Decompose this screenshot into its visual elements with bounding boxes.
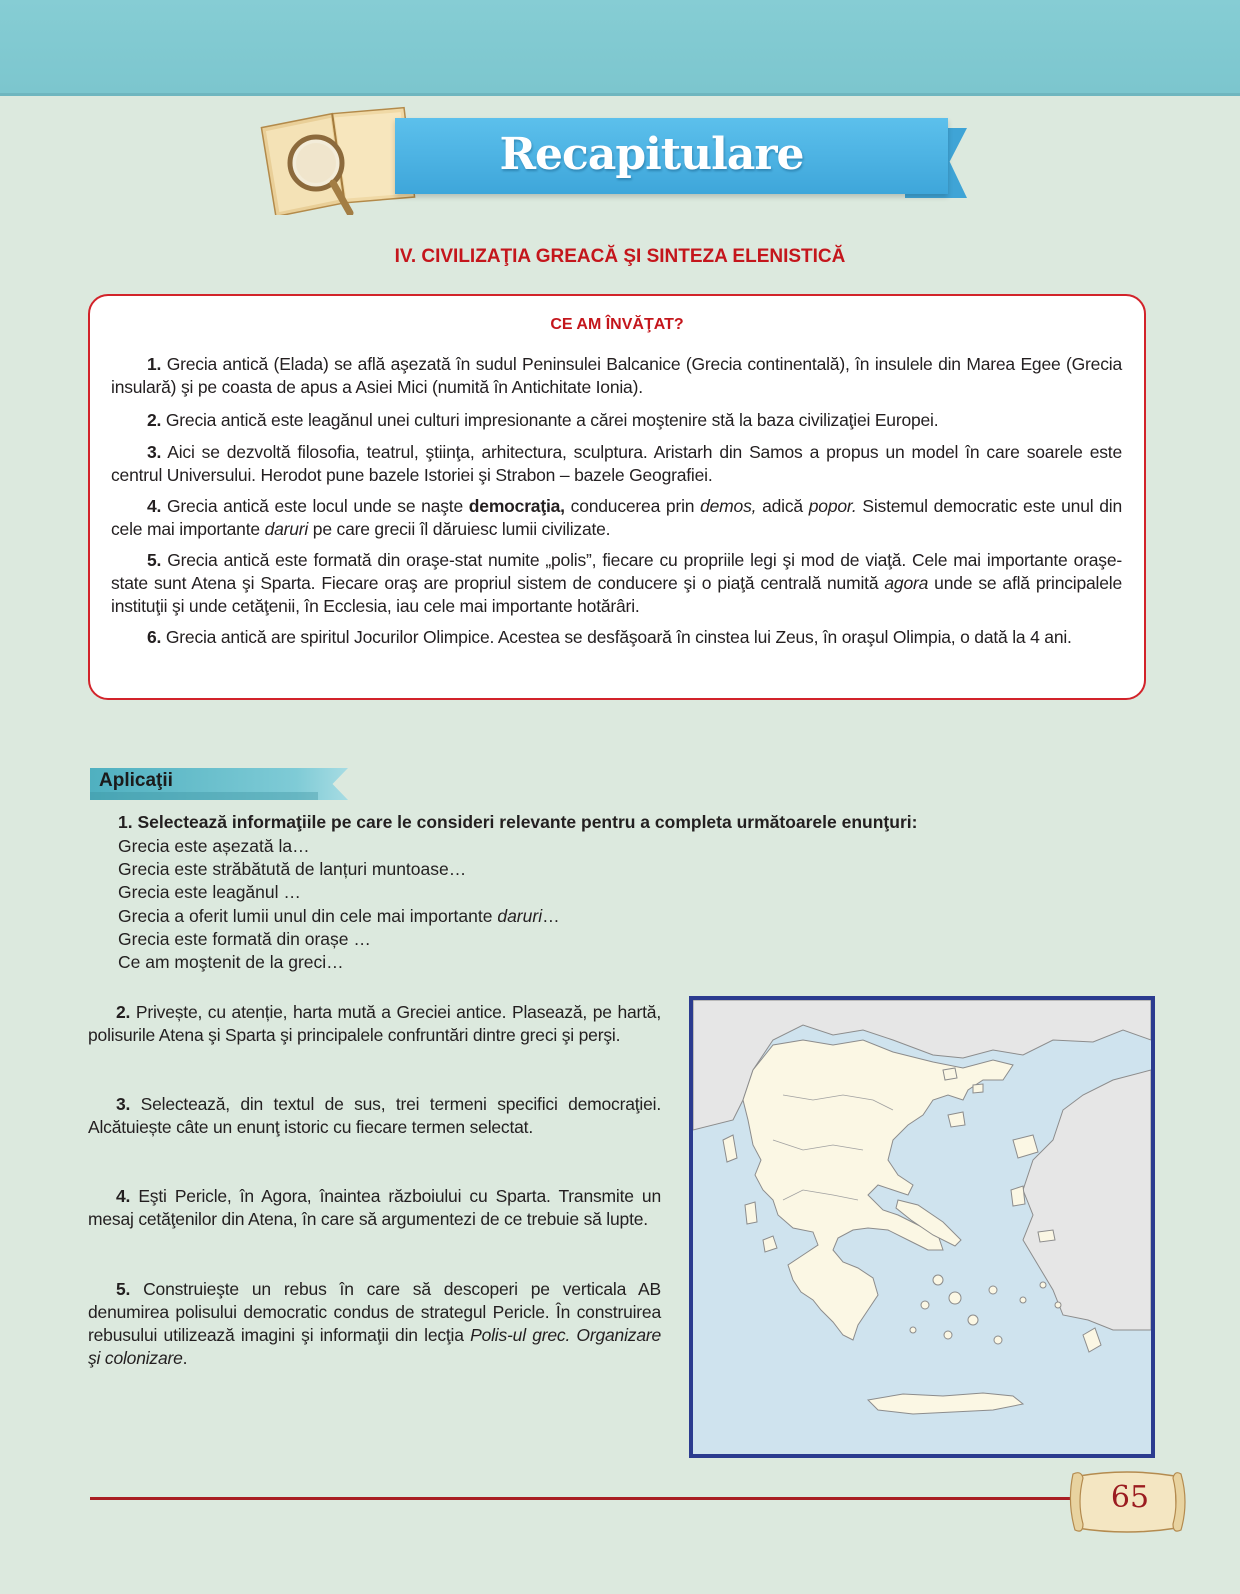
- item-italic-term: demos,: [700, 496, 757, 516]
- line-text: Grecia a oferit lumii unul din cele mai importante: [118, 905, 498, 926]
- item-italic-term: agora: [884, 573, 929, 593]
- footer-line: [90, 1497, 1070, 1500]
- greece-blank-map: [689, 996, 1155, 1458]
- task-3: [88, 1093, 661, 1139]
- item-text: conducerea prin: [564, 496, 701, 516]
- summary-item-2: [111, 409, 1122, 432]
- item-text: pe care grecii îl dăruiesc lumii civilizate.: [308, 519, 611, 539]
- task-text: Selectează, din textul de sus, trei termeni specifici democraţiei. Alcătuiește câte un enunţ istoric cu fiecare termen selectat.: [88, 1094, 661, 1137]
- task-5: [88, 1278, 661, 1370]
- task-number: 5.: [116, 1279, 131, 1299]
- task-italic: Polis-ul grec. Organizare şi colonizare: [88, 1325, 662, 1368]
- task-number: 2.: [116, 1002, 131, 1022]
- applications-label: Aplicaţii: [99, 770, 173, 791]
- task-4: [88, 1185, 661, 1231]
- task-text: .: [182, 1348, 188, 1368]
- top-color-band: [0, 0, 1240, 96]
- task-text: Privește, cu atenție, harta mută a Greciei antice. Plasează, pe hartă, polisurile Atena şi Sparta şi principalele confruntări dintre greci şi perşi.: [88, 1002, 661, 1045]
- line-text: …: [542, 905, 560, 926]
- task-1-line: Grecia este străbătută de lanțuri muntoase…: [118, 859, 467, 880]
- item-number: 4.: [147, 496, 162, 516]
- task-number: 4.: [116, 1186, 131, 1206]
- item-text: Grecia antică este formată din oraşe-stat numite „polis”, fiecare cu propriile legi şi mod de viaţă. Cele mai importante oraşe-state sunt Atena şi Sparta. Fiecare oraş are propriul sistem de conducere şi o piaţă centrală numită: [111, 550, 1122, 593]
- item-bold-term: democraţia,: [468, 496, 565, 516]
- item-text: Grecia antică are spiritul Jocurilor Olimpice. Acestea se desfăşoară în cinstea lui Zeus, în oraşul Olimpia, o dată la 4 ani.: [161, 627, 1072, 647]
- item-text: unde se află principalele instituţii şi unde cetăţenii, în Ecclesia, iau cele mai importante hotărâri.: [111, 573, 1122, 616]
- title-banner: [395, 118, 948, 194]
- task-text: Eşti Pericle, în Agora, înaintea războiului cu Sparta. Transmite un mesaj cetăţenilor din Atena, în care să argumentezi de ce trebuie să lupte.: [88, 1186, 661, 1229]
- item-number: 1.: [147, 354, 162, 374]
- item-text: Aici se dezvoltă filosofia, teatrul, ştiinţa, arhitectura, sculptura. Aristarh din Samos a propus un model în care soarele este centrul Universului. Herodot pune bazele Istoriei şi Strabon – bazele Geografiei.: [111, 442, 1122, 485]
- item-text: Grecia antică este leagănul unei culturi impresionante a cărei moştenire stă la baza civilizaţiei Europei.: [161, 410, 939, 430]
- applications-tab-shade: [90, 792, 318, 800]
- item-text: Grecia antică (Elada) se află aşezată în sudul Peninsulei Balcanice (Grecia continentală), în insulele din Marea Egee (Grecia insulară) şi pe coasta de apus a Asiei Mici (numită în Antichitate Ionia).: [111, 354, 1122, 397]
- task-1-line: Grecia este leagănul …: [118, 882, 301, 903]
- summary-item-5: [111, 549, 1122, 618]
- task-number: 3.: [116, 1094, 131, 1114]
- task-1-line: Grecia este formată din orașe …: [118, 928, 371, 949]
- summary-item-4: [111, 495, 1122, 541]
- item-text: Sistemul democratic este unul din cele mai importante: [111, 496, 1122, 539]
- item-italic-term: daruri: [264, 519, 309, 539]
- summary-item-1: [111, 353, 1122, 399]
- task-1-line: Ce am moştenit de la greci…: [118, 952, 344, 973]
- item-text: Grecia antică este locul unde se naşte: [161, 496, 469, 516]
- task-1-line: [118, 905, 560, 928]
- item-italic-term: popor.: [808, 496, 857, 516]
- summary-box: [88, 294, 1146, 700]
- summary-title: CE AM ÎNVĂŢAT?: [550, 316, 684, 333]
- map-drawing: [693, 1000, 1151, 1454]
- task-1-line: Grecia este așezată la…: [118, 836, 310, 856]
- item-number: 2.: [147, 410, 162, 430]
- page-title: Recapitulare: [499, 129, 804, 180]
- summary-item-6: [111, 626, 1122, 649]
- task-1-lines: [118, 835, 560, 974]
- summary-item-3: [111, 441, 1122, 487]
- item-number: 6.: [147, 627, 162, 647]
- chapter-heading: IV. CIVILIZAŢIA GREACĂ ŞI SINTEZA ELENISTICĂ: [394, 246, 846, 267]
- task-text: Construieşte un rebus în care să descoperi pe verticala AB denumirea polisului democratic condus de strategul Pericle. În construirea rebusului utilizează imagini şi informaţii din lecţia: [88, 1279, 661, 1345]
- line-italic: daruri: [497, 905, 543, 926]
- item-number: 3.: [147, 442, 162, 462]
- item-text: adică: [756, 496, 809, 516]
- task-1-heading: 1. Selectează informaţiile pe care le consideri relevante pentru a completa următoarele enunţuri:: [118, 812, 918, 832]
- task-2: [88, 1001, 661, 1047]
- page-number: 65: [1110, 1480, 1150, 1515]
- item-number: 5.: [147, 550, 162, 570]
